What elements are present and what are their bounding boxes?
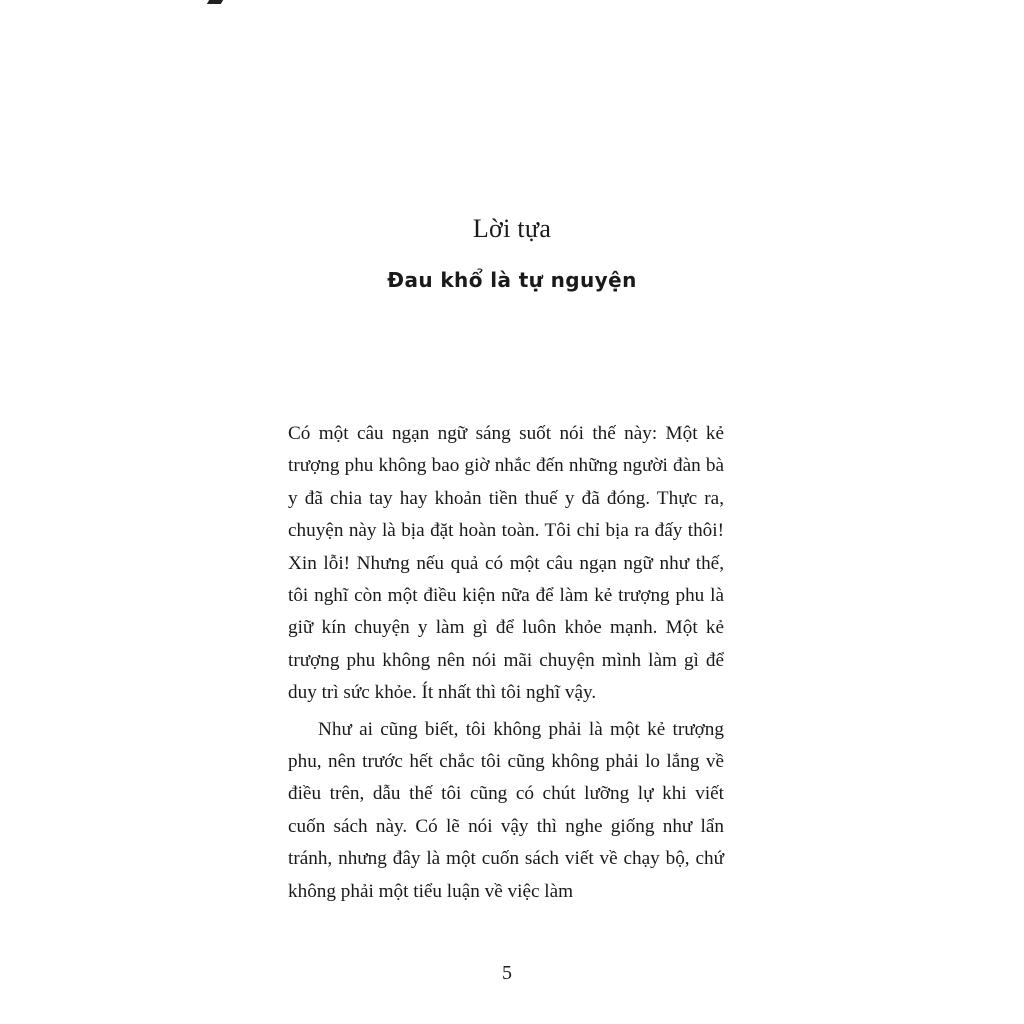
chapter-title: Lời tựa: [472, 214, 552, 243]
scan-corner-mark: [207, 0, 223, 4]
paragraph-1: Có một câu ngạn ngữ sáng suốt nói thế này: Một kẻ trượng phu không bao giờ nhắc đến những người đàn bà y đã chia tay hay khoản tiền thuế y đã đóng. Thực ra, chuyện này là bịa đặt hoàn toàn. Tôi chỉ bịa ra đấy thôi! Xin lỗi! Nhưng nếu quả có một câu ngạn ngữ như thế, tôi nghĩ còn một điều kiện nữa để làm kẻ trượng phu là giữ kín chuyện y làm gì để luôn khỏe mạnh. Một kẻ trượng phu không nên nói mãi chuyện mình làm gì để duy trì sức khỏe. Ít nhất thì tôi nghĩ vậy.: [288, 423, 724, 704]
body-text: [288, 418, 724, 908]
paragraph-2: Như ai cũng biết, tôi không phải là một kẻ trượng phu, nên trước hết chắc tôi cũng không phải lo lắng về điều trên, dẫu thế tôi cũng có chút lưỡng lự khi viết cuốn sách này. Có lẽ nói vậy thì nghe giống như lẩn tránh, nhưng đây là một cuốn sách viết về chạy bộ, chứ không phải một tiểu luận về việc làm: [288, 718, 724, 902]
chapter-subtitle: Đau khổ là tự nguyện: [387, 268, 637, 292]
page-number: 5: [502, 962, 512, 984]
